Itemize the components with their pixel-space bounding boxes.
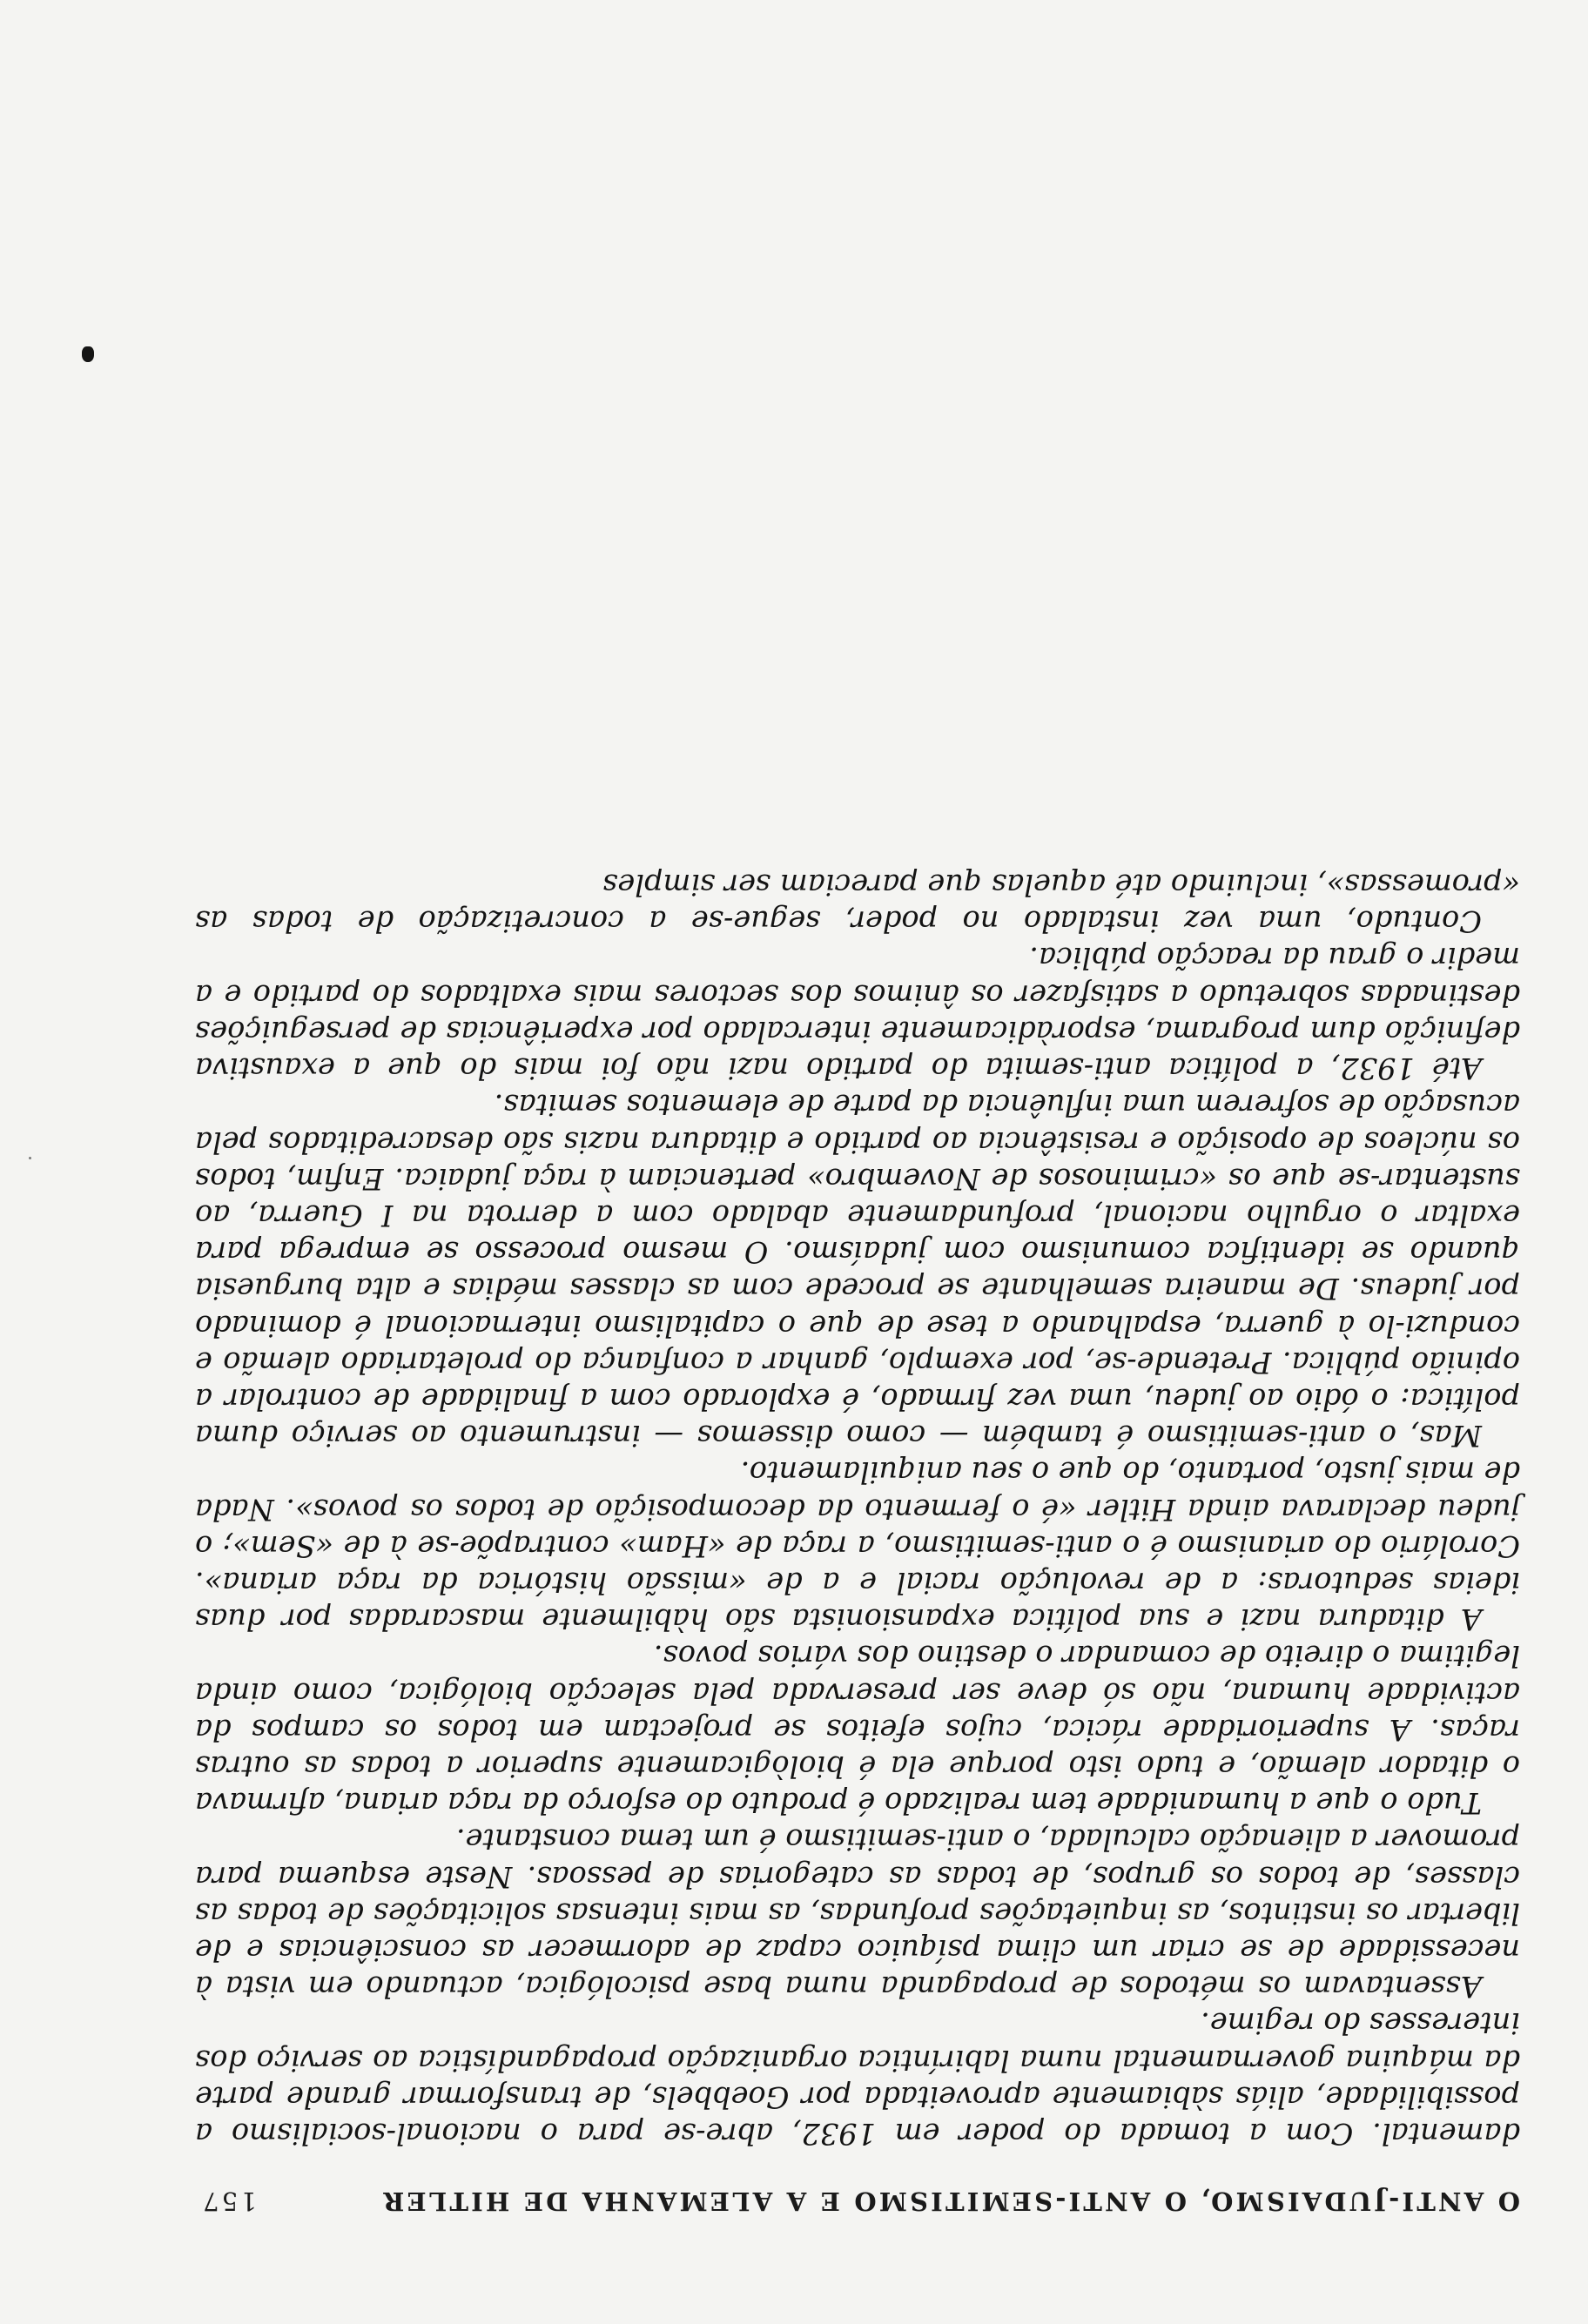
paragraph: Tudo o que a humanidade tem realizado é produto do esforço da raça ariana, afirmava o ditador alemão, e tudo isto porque ela é biològicamente superior a todas as outras raças. A superioridade rácica, cujos efeitos se projectam em todos os campos da actividade humana, não só deve ser preservada pela selecção biológica, como ainda legitima o direito de comandar o destino dos vários povos. xyxy=(195,1639,1520,1821)
paragraph: Mas, o anti-semitismo é também — como dissemos — instrumento ao serviço duma política: o ódio ao judeu, uma vez firmado, é explorado com a finalidade de controlar a opinião pública. Pretende-se, por exemplo, ganhar a confiança do proletariado alemão e conduzi-lo à guerra, espalhando a tese de que o capitalismo internacional é dominado por judeus. De maneira semelhante se procede com as classes médias e alta burguesia quando se identifica comunismo com judaísmo. O mesmo processo se emprega para exaltar o orgulho nacional, profundamente abalado com a derrota na I Guerra, ao sustentar-se que os «criminosos de Novembro» pertenciam à raça judaica. Enfim, todos os núcleos de oposição e resistência ao partido e ditadura nazis são desacreditados pela acusação de sofrerem uma influência da parte de elementos semitas. xyxy=(195,1088,1520,1454)
paper-speck xyxy=(29,1157,31,1159)
paragraph: A ditadura nazi e sua política expansionista são hàbilmente mascaradas por duas ideias sedutoras: a de revolução racial e a de «missão histórica da raça ariana». Corolário do arianismo é o anti-semitismo, a raça de «Ham» contrapõe-se à de «Sem»; o judeu declarava ainda Hitler «é o fermento da decomposição de todos os povos». Nada de mais justo, portanto, do que o seu aniquilamento. xyxy=(195,1455,1520,1637)
body-text xyxy=(195,866,1520,2152)
paragraph: Até 1932, a política anti-semita do partido nazi não foi mais do que a exaustiva definição dum programa, esporàdicamente intercalado por experiências de perseguições destinadas sobretudo a satisfazer os ânimos dos sectores mais exaltados do partido e a medir o grau da reacção pública. xyxy=(195,941,1520,1086)
page-number: 157 xyxy=(200,2186,257,2216)
ink-blot xyxy=(82,346,94,362)
running-head-title: O ANTI-JUDAISMO, O ANTI-SEMITISMO E A ALEMANHA DE HITLER xyxy=(380,2186,1520,2216)
paragraph: damental. Com a tomada do poder em 1932, abre-se para o nacional-socialismo a possibilidade, aliás sàbiamente aproveitada por Goebbels, de transformar grande parte da máquina governamental numa labiríntica organização propagandística ao serviço dos interesses do regime. xyxy=(195,2006,1520,2151)
paragraph: Contudo, uma vez instalado no poder, segue-se a concretização de todas as «promessas», incluindo até aquelas que pareciam ser simples xyxy=(195,868,1520,939)
paragraph: Assentavam os métodos de propaganda numa base psicológica, actuando em vista à necessidade de se criar um clima psíquico capaz de adormecer as consciências e de libertar os instintos, as inquietações profundas, as mais intensas solicitações de todas as classes, de todos os grupos, de todas as categorias de pessoas. Neste esquema para promover a alienação calculada, o anti-semitismo é um tema constante. xyxy=(195,1823,1520,2005)
running-head xyxy=(195,2181,1520,2216)
